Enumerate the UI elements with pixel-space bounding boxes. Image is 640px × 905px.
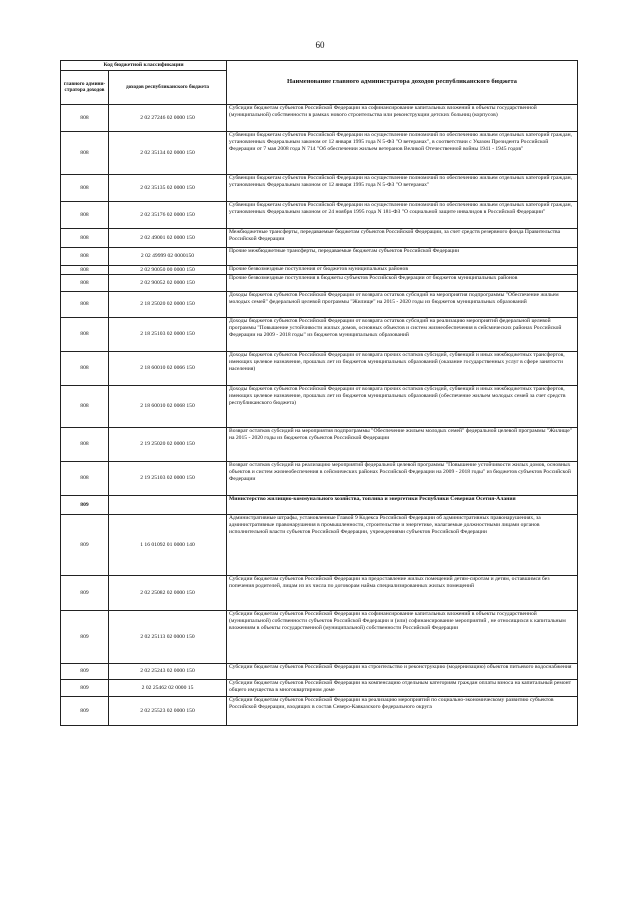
income-name-cell: Прочие межбюджетные трансферты, передаваемые бюджетам субъектов Российской Федерации (227, 248, 578, 266)
income-name-cell: Возврат остатков субсидий на мероприятия подпрограммы "Обеспечение жильем молодых семей" федеральной целевой программы "Жилище" на 2015 - 2020 годы из бюджетов субъектов Российской Федерации (227, 428, 578, 462)
admin-code-cell: 809 (61, 680, 109, 697)
table-row (61, 229, 578, 248)
income-name-cell: Доходы бюджетов субъектов Российской Федерации от возврата остатков субсидий на мероприятия подпрограммы "Обеспечение жильем молодых семей" федеральной целевой программы "Жилище" на 2015 - 2020 годы из бюджетов муниципальных образований (227, 292, 578, 318)
income-code-cell: 2 02 90052 02 0000 150 (109, 275, 227, 292)
income-code-cell: 1 16 01092 01 0000 140 (109, 515, 227, 576)
admin-code-cell: 808 (61, 132, 109, 175)
income-name-cell: Доходы бюджетов субъектов Российской Федерации от возврата прочих остатков субсидий, субвенций и иных межбюджетных трансфертов, имеющих целевое назначение, прошлых лет из бюджетов муниципальных образований (обеспечение жильем молодых семей за счет средств республиканского бюджета) (227, 386, 578, 428)
income-name-cell: Субсидии бюджетам субъектов Российской Федерации на софинансирование капитальных вложений в объекты государственной (муниципальной) собственности в рамках нового строительства или реконструкции детских больниц (корпусов) (227, 105, 578, 132)
budget-classification-table (60, 60, 578, 726)
admin-code-cell: 808 (61, 462, 109, 496)
table-row (61, 697, 578, 726)
income-code-cell: 2 02 35135 02 0000 150 (109, 175, 227, 202)
income-code-cell (109, 496, 227, 515)
income-name-cell: Прочие безвозмездные поступления в бюджеты субъектов Российской Федерации от бюджетов муниципальных районов (227, 275, 578, 292)
table-row (61, 292, 578, 318)
table-row (61, 496, 578, 515)
income-code-cell: 2 02 27246 02 0000 150 (109, 105, 227, 132)
income-name-cell: Субсидии бюджетам субъектов Российской Федерации на предоставление жилых помещений детям-сиротам и детям, оставшимся без попечения родителей, лицам из их числа по договорам найма специализированных жилых помещений (227, 576, 578, 611)
income-code-cell: 2 02 35176 02 0000 150 (109, 202, 227, 229)
header-code: доходов республиканского бюджета (109, 71, 227, 105)
income-name-cell: Министерство жилищно-коммунального хозяйства, топлива и энергетики Республики Северная Осетия-Алания (227, 496, 578, 515)
admin-code-cell: 809 (61, 496, 109, 515)
table-row (61, 266, 578, 275)
income-name-cell: Субсидии бюджетам субъектов Российской Федерации на софинансирование капитальных вложений в объекты государственной (муниципальной) собственности субъектов Российской Федерации и (или) софинансирование мероприятий , не относящихся к капитальным вложениям в объекты государственной (муниципальной) собственности Российской Федерации (227, 611, 578, 664)
table-row (61, 105, 578, 132)
income-code-cell: 2 18 60010 02 0068 150 (109, 386, 227, 428)
income-name-cell: Субсидии бюджетам субъектов Российской Федерации на реализацию мероприятий по социально-экономическому развитию субъектов Российской Федерации, входящих в состав Северо-Кавказского федерального округа (227, 697, 578, 726)
income-code-cell: 2 19 25020 02 0000 150 (109, 428, 227, 462)
income-code-cell: 2 18 25020 02 0000 150 (109, 292, 227, 318)
income-code-cell: 2 02 25243 02 0000 150 (109, 664, 227, 680)
admin-code-cell: 808 (61, 292, 109, 318)
table-row (61, 352, 578, 386)
income-name-cell: Доходы бюджетов субъектов Российской Федерации от возврата остатков субсидий на реализацию мероприятий федеральной целевой программы "Повышение устойчивости жилых домов, основных объектов и систем жизнеобеспечения в сейсмических районах Российской Федерации на 2009 - 2018 годы" из бюджетов муниципальных образований (227, 318, 578, 352)
table-row (61, 175, 578, 202)
table-row (61, 275, 578, 292)
table-row (61, 576, 578, 611)
admin-code-cell: 808 (61, 248, 109, 266)
income-code-cell: 2 02 49001 02 0000 150 (109, 229, 227, 248)
income-name-cell: Административные штрафы, установленные Главой 9 Кодекса Российской Федерации об административных правонарушениях, за административные правонарушения в промышленности, строительстве и энергетике, налагаемые должностными лицами органов исполнительной власти субъектов Российской Федерации, учреждениями субъектов Российской Федерации (227, 515, 578, 576)
table-row (61, 132, 578, 175)
income-code-cell: 2 02 90050 00 0000 150 (109, 266, 227, 275)
admin-code-cell: 808 (61, 428, 109, 462)
table-row (61, 462, 578, 496)
table-row (61, 680, 578, 697)
income-code-cell: 2 19 25103 02 0000 150 (109, 462, 227, 496)
admin-code-cell: 808 (61, 386, 109, 428)
table-row (61, 611, 578, 664)
admin-code-cell: 808 (61, 175, 109, 202)
table-row (61, 318, 578, 352)
table-row (61, 386, 578, 428)
table-row (61, 515, 578, 576)
income-name-cell: Субвенции бюджетам субъектов Российской Федерации на осуществление полномочий по обеспечению жильем отдельных категорий граждан, установленных Федеральным законом от 12 января 1995 года N 5-ФЗ "О ветеранах" (227, 175, 578, 202)
income-name-cell: Субвенции бюджетам субъектов Российской Федерации на осуществление полномочий по обеспечению жильем отдельных категорий граждан, установленных Федеральным законом от 12 января 1995 года N 5-ФЗ "О ветеранах", в соответствии с Указом Президента Российской Федерации от 7 мая 2008 года N 714 "Об обеспечении жильем ветеранов Великой Отечественной войны 1941 - 1945 годов" (227, 132, 578, 175)
income-code-cell: 2 02 49999 02 0000150 (109, 248, 227, 266)
income-name-cell: Межбюджетные трансферты, передаваемые бюджетам субъектов Российской Федерации, за счет средств резервного фонда Правительства Российской Федерации (227, 229, 578, 248)
table-row (61, 248, 578, 266)
table-row (61, 428, 578, 462)
income-code-cell: 2 02 35134 02 0000 150 (109, 132, 227, 175)
admin-code-cell: 808 (61, 275, 109, 292)
income-code-cell: 2 02 25113 02 0000 150 (109, 611, 227, 664)
admin-code-cell: 809 (61, 515, 109, 576)
table-row (61, 202, 578, 229)
admin-code-cell: 808 (61, 229, 109, 248)
admin-code-cell: 809 (61, 611, 109, 664)
admin-code-cell: 808 (61, 266, 109, 275)
income-code-cell: 2 02 25082 02 0000 150 (109, 576, 227, 611)
income-name-cell: Субсидии бюджетам субъектов Российской Федерации на строительство и реконструкцию (модернизацию) объектов питьевого водоснабжения (227, 664, 578, 680)
income-name-cell: Доходы бюджетов субъектов Российской Федерации от возврата прочих остатков субсидий, субвенций и иных межбюджетных трансфертов, имеющих целевое назначение, прошлых лет из бюджетов муниципальных образований (оказание государственных услуг в сфере занятости населения) (227, 352, 578, 386)
page-number: 60 (315, 40, 325, 50)
admin-code-cell: 809 (61, 576, 109, 611)
income-name-cell: Прочие безвозмездные поступления от бюджетов муниципальных районов (227, 266, 578, 275)
admin-code-cell: 809 (61, 697, 109, 726)
admin-code-cell: 808 (61, 318, 109, 352)
income-code-cell: 2 18 25103 02 0000 150 (109, 318, 227, 352)
income-code-cell: 2 18 60010 02 0066 150 (109, 352, 227, 386)
admin-code-cell: 808 (61, 202, 109, 229)
header-admin: главного админи-стратора доходов (61, 71, 109, 105)
income-name-cell: Субсидии бюджетам субъектов Российской Федерации на компенсацию отдельным категориям граждан оплаты взноса на капитальный ремонт общего имущества в многоквартирном доме (227, 680, 578, 697)
admin-code-cell: 808 (61, 105, 109, 132)
income-code-cell: 2 02 25462 02 0000 15 (109, 680, 227, 697)
admin-code-cell: 808 (61, 352, 109, 386)
admin-code-cell: 809 (61, 664, 109, 680)
table-row (61, 664, 578, 680)
income-name-cell: Возврат остатков субсидий на реализацию мероприятий федеральной целевой программы "Повышение устойчивости жилых домов, основных объектов и систем жизнеобеспечения в сейсмических районах Российской Федерации на 2009 - 2018 годы" из бюджетов субъектов Российской Федерации (227, 462, 578, 496)
income-name-cell: Субвенции бюджетам субъектов Российской Федерации на осуществление полномочий по обеспечению жильем отдельных категорий граждан, установленных Федеральным законом от 24 ноября 1995 года N 181-ФЗ "О социальной защите инвалидов в Российской Федерации" (227, 202, 578, 229)
header-group: Код бюджетной классификации (61, 61, 227, 71)
header-name: Наименование главного администратора доходов республиканского бюджета (227, 61, 578, 105)
income-code-cell: 2 02 25523 02 0000 150 (109, 697, 227, 726)
